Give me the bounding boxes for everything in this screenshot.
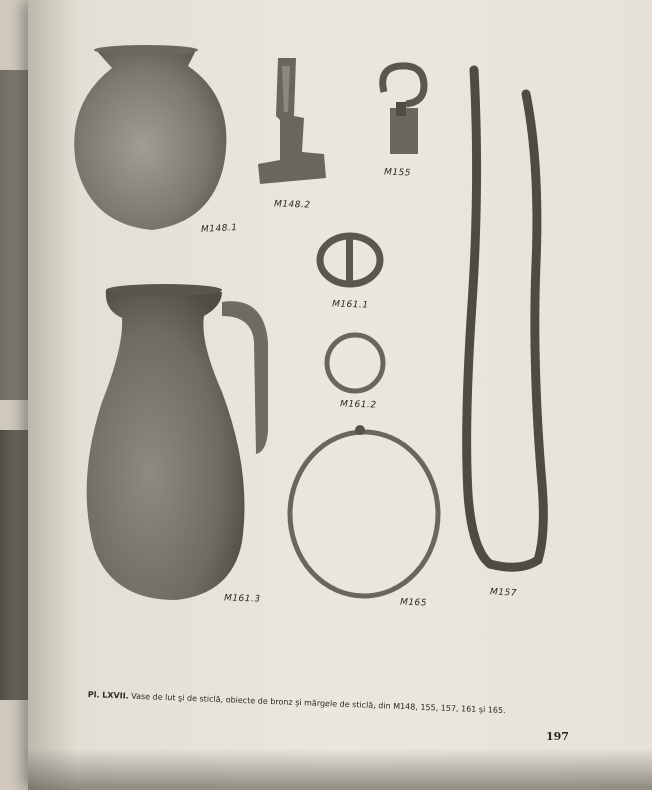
label-m161-3: M161.3 [223,593,261,605]
bead-necklace-m157 [450,64,554,584]
label-m155: M155 [383,167,412,179]
plate-caption [88,690,588,718]
label-m161-2: M161.2 [339,399,377,411]
label-m165: M165 [399,597,428,609]
label-m161-1: M161.1 [331,299,369,311]
buckle-m161-1 [314,228,386,292]
label-m157: M157 [489,587,518,599]
page-bottom-shadow [28,748,652,790]
ring-m161-2 [322,330,388,396]
plate-number: Pl. LXVII. [87,690,129,701]
page-number: 197 [546,730,569,743]
buckle-m155 [376,62,432,158]
vase-m148-1 [66,44,238,234]
book-page [28,0,652,790]
label-m148-2: M148.2 [273,199,311,211]
jug-m161-3 [72,282,272,606]
bronze-object-m148-2 [254,56,334,190]
plate-caption-text: Vase de lut şi de sticlă, obiecte de bronz şi mărgele de sticlă, din M148, 155, 157, 161 şi 165. [131,691,506,716]
torque-m165 [284,418,444,602]
label-m148-1: M148.1 [200,223,238,235]
